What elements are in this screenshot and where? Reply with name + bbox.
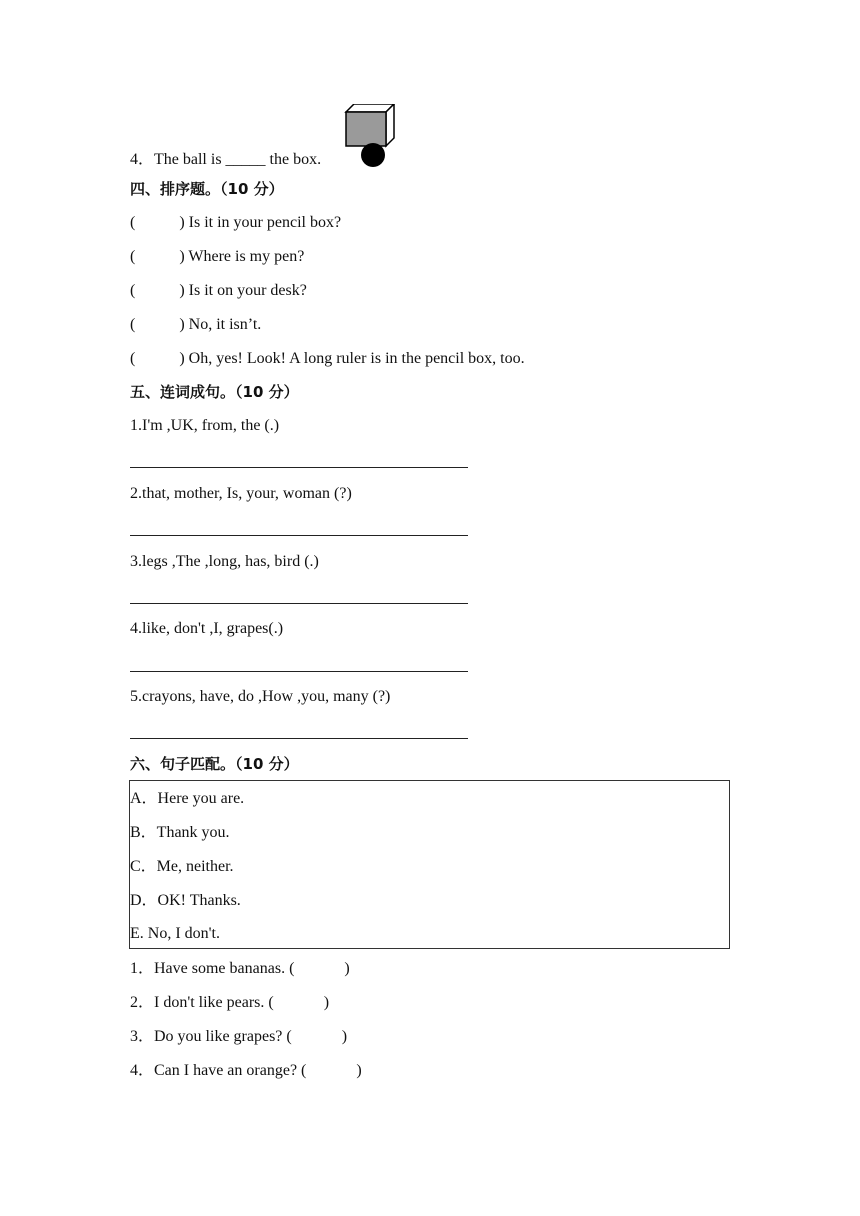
answer-line[interactable] xyxy=(130,603,468,604)
answer-line[interactable] xyxy=(130,671,468,672)
match-question: 2．I don't like pears. ( ) xyxy=(130,994,330,1011)
word-order-prompt: 5.crayons, have, do ,How ,you, many (?) xyxy=(130,688,391,705)
word-order-prompt: 4.like, don't ,I, grapes(.) xyxy=(130,620,284,637)
match-option: D．OK! Thanks. xyxy=(130,892,241,909)
question-4-ball-box: 4．The ball is _____ the box. xyxy=(130,151,322,168)
answer-line[interactable] xyxy=(130,535,468,536)
match-option: C．Me, neither. xyxy=(130,858,234,875)
section-4-heading: 四、排序题。（10 分） xyxy=(130,180,284,198)
match-question: 1．Have some bananas. ( ) xyxy=(130,960,350,977)
ordering-item: ( ) Where is my pen? xyxy=(130,248,305,265)
ordering-item: ( ) No, it isn’t. xyxy=(130,316,262,333)
match-question: 4．Can I have an orange? ( ) xyxy=(130,1062,362,1079)
ordering-item: ( ) Oh, yes! Look! A long ruler is in the pencil box, too. xyxy=(130,350,525,367)
section-5-heading: 五、连词成句。（10 分） xyxy=(130,383,299,401)
box-ball-illustration xyxy=(344,104,396,168)
match-question: 3．Do you like grapes? ( ) xyxy=(130,1028,348,1045)
match-option: B．Thank you. xyxy=(130,824,230,841)
match-option: E. No, I don't. xyxy=(130,925,220,942)
section-6-heading: 六、句子匹配。（10 分） xyxy=(130,755,299,773)
ordering-item: ( ) Is it on your desk? xyxy=(130,282,307,299)
word-order-prompt: 3.legs ,The ,long, has, bird (.) xyxy=(130,553,319,570)
ordering-item: ( ) Is it in your pencil box? xyxy=(130,214,342,231)
word-order-prompt: 1.I'm ,UK, from, the (.) xyxy=(130,417,280,434)
match-option: A．Here you are. xyxy=(130,790,245,807)
answer-line[interactable] xyxy=(130,467,468,468)
answer-line[interactable] xyxy=(130,738,468,739)
word-order-prompt: 2.that, mother, Is, your, woman (?) xyxy=(130,485,352,502)
